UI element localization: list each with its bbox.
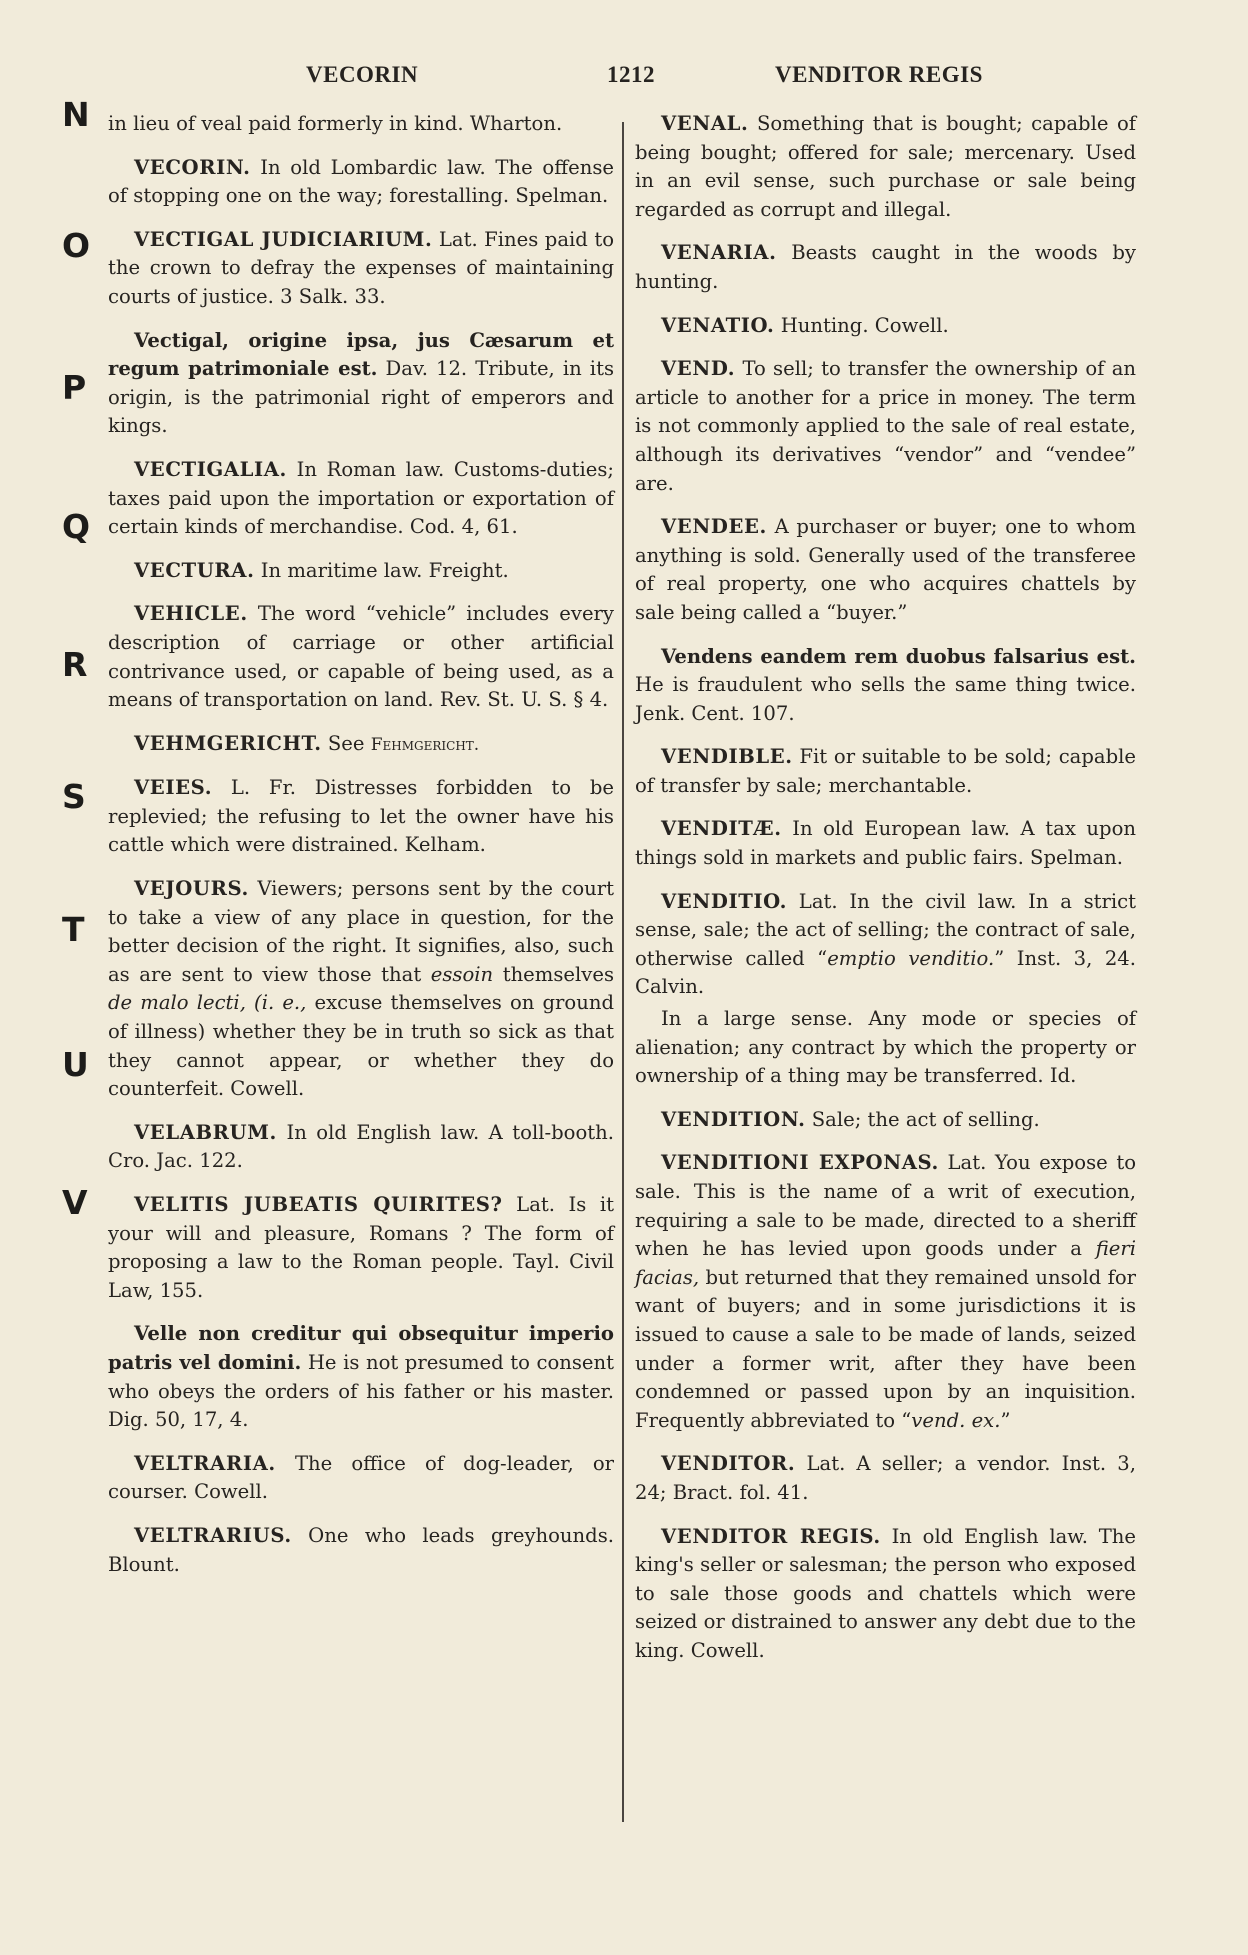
- entry-text: excuse themselves on ground of illness) whether they be in truth so sick as that they cannot appear, or whether they do counterfeit. Cowell.: [108, 991, 614, 1101]
- dictionary-entry: [635, 1106, 1136, 1135]
- headword: VENDITIO.: [661, 889, 788, 913]
- thumb-letter: N: [62, 95, 90, 134]
- headword: VENATIO.: [661, 313, 775, 337]
- entry-text: In old English law. The king's seller or salesman; the person who exposed to sale those goods and chattels which were seized or distrained to answer any debt due to the king. Cowell.: [635, 1524, 1136, 1662]
- dictionary-entry: [635, 743, 1136, 800]
- entry-text: The word “vehicle” includes every description of carriage or other artificial contrivance used, or capable of being used, as a means of transportation on land. Rev. St. U. S. § 4.: [108, 602, 614, 712]
- thumb-letter: S: [62, 777, 86, 816]
- thumb-letter: V: [62, 1183, 88, 1222]
- maxim-entry: [108, 1320, 614, 1434]
- italic-term: de malo lecti, (i. e.,: [108, 991, 307, 1015]
- entry-text: In Roman law. Customs-duties; taxes paid upon the importation or exportation of certain kinds of merchandise. Cod. 4, 61.: [108, 457, 614, 539]
- entry-text: Hunting. Cowell.: [774, 313, 949, 337]
- thumb-letter: R: [62, 645, 88, 684]
- headword: VEHMGERICHT.: [134, 731, 322, 755]
- entry-text: To sell; to transfer the ownership of an article to another for a price in money. The term is not commonly applied to the sale of real estate, although its derivatives “vendor” and “vendee” are.: [635, 357, 1136, 495]
- italic-term: vend. ex.: [911, 1408, 1001, 1432]
- headword: VELTRARIUS.: [134, 1523, 292, 1547]
- maxim: Vectigal, origine ipsa, jus Cæsarum et regum patrimoniale est.: [108, 328, 614, 381]
- headword: VELABRUM.: [134, 1120, 277, 1144]
- entry-text: Beasts caught in the woods by hunting.: [635, 241, 1136, 293]
- dictionary-entry: [108, 1522, 614, 1579]
- maxim: Velle non creditur qui obsequitur imperio patris vel domini.: [108, 1322, 614, 1374]
- entry-text: L. Fr. Distresses forbidden to be replevied; the refusing to let the owner have his cattle which were distrained. Kelham.: [108, 776, 614, 857]
- entry-text: ” Inst. 3, 24. Calvin.: [635, 946, 1136, 999]
- entry-text: Viewers; persons sent by the court to take a view of any place in question, for the better decision of the right. It signifies, also, such as are sent to view those that: [108, 877, 614, 986]
- dictionary-entry: [635, 355, 1136, 498]
- dictionary-entry: [108, 600, 614, 714]
- entry-text: Sale; the act of selling.: [805, 1107, 1040, 1131]
- cross-reference: Fehmgericht.: [370, 734, 480, 755]
- entry-text: Lat. A seller; a vendor. Inst. 3, 24; Bract. fol. 41.: [635, 1452, 1136, 1504]
- entry-text: See: [321, 731, 371, 755]
- entry-text: The office of dog-leader, or courser. Cowell.: [108, 1451, 614, 1504]
- headword: VENDITOR.: [661, 1452, 796, 1476]
- entry-text: In old Lombardic law. The offense of stopping one on the way; forestalling. Spelman.: [108, 155, 614, 208]
- headword: VECORIN.: [134, 155, 251, 179]
- thumb-letter: T: [62, 910, 85, 949]
- headword: VEHICLE.: [134, 602, 248, 626]
- running-header: [0, 58, 1248, 98]
- dictionary-entry: [635, 1149, 1136, 1435]
- entry-text: in lieu of veal paid formerly in kind. Wharton.: [108, 112, 563, 135]
- entry-text: One who leads greyhounds. Blount.: [108, 1523, 614, 1576]
- header-first-entry: VECORIN: [306, 62, 419, 87]
- entry-text: ”: [1000, 1408, 1011, 1432]
- dictionary-entry: [108, 154, 614, 211]
- dictionary-entry: [108, 1119, 614, 1176]
- headword: VEIES.: [134, 776, 213, 800]
- headword: VENDITÆ.: [661, 817, 782, 841]
- dictionary-entry: [108, 557, 614, 586]
- dictionary-entry: [635, 888, 1136, 1002]
- maxim: Vendens eandem rem duobus falsarius est.: [661, 644, 1136, 668]
- thumb-letter: O: [62, 226, 91, 265]
- headword: VELTRARIA.: [134, 1451, 276, 1475]
- right-column: [635, 110, 1136, 1681]
- headword: VENDITIONI EXPONAS.: [661, 1151, 939, 1175]
- headword: VENDEE.: [661, 515, 767, 539]
- thumb-letter: Q: [62, 507, 91, 546]
- maxim-entry: [635, 643, 1136, 729]
- entry-text: He is not presumed to consent who obeys the orders of his father or his master. Dig. 50, 17, 4.: [108, 1350, 615, 1432]
- dictionary-entry: [108, 1191, 614, 1305]
- entry-text: In old European law. A tax upon things sold in markets and public fairs. Spelman.: [635, 817, 1136, 870]
- headword: VENDITION.: [661, 1107, 806, 1131]
- italic-term: emptio venditio.: [827, 946, 995, 970]
- thumb-letter: U: [62, 1045, 89, 1084]
- headword: VEJOURS.: [134, 877, 249, 901]
- maxim-entry: [108, 327, 614, 441]
- headword: VELITIS JUBEATIS QUIRITES?: [134, 1193, 503, 1216]
- entry-text: but returned that they remained unsold for want of buyers; and in some jurisdictions it is issued to cause a sale to be made of lands, seized under a former writ, after they have been condemned or passed upon by an inquisition. Frequently abbreviated to “: [635, 1265, 1136, 1432]
- entry-text: Dav. 12. Tribute, in its origin, is the patrimonial right of emperors and kings.: [108, 357, 614, 438]
- italic-term: essoin: [430, 962, 494, 986]
- left-column: [108, 110, 614, 1594]
- italic-term: fieri facias,: [635, 1237, 1136, 1289]
- dictionary-entry: [108, 730, 614, 760]
- dictionary-entry: [635, 110, 1136, 224]
- entry-text: Lat. You expose to sale. This is the name of a writ of execution, requiring a sale to be made, directed to a sheriff when he has levied upon goods under a: [635, 1151, 1136, 1261]
- entry-text: In old English law. A toll-booth. Cro. Jac. 122.: [108, 1120, 614, 1173]
- page-number: 1212: [607, 62, 655, 87]
- dictionary-entry: [108, 226, 614, 312]
- headword: VEND.: [661, 357, 736, 381]
- column-divider: [622, 122, 624, 1822]
- entry-subparagraph: [635, 1005, 1136, 1091]
- dictionary-entry: [635, 513, 1136, 627]
- entry-text: Fit or suitable to be sold; capable of transfer by sale; merchantable.: [635, 745, 1136, 797]
- headword: VENAL.: [661, 112, 749, 135]
- entry-text: themselves: [493, 962, 614, 986]
- entry-text: In a large sense. Any mode or species of alienation; any contract by which the property or ownership of a thing may be transferred. Id.: [635, 1007, 1136, 1088]
- entry-text: Lat. Fines paid to the crown to defray the expenses of maintaining courts of justice. 3 Salk. 33.: [108, 227, 615, 308]
- dictionary-entry: [108, 774, 614, 860]
- headword: VECTIGALIA.: [134, 457, 287, 481]
- headword: VENARIA.: [661, 241, 777, 265]
- header-last-entry: VENDITOR REGIS: [775, 62, 983, 87]
- headword: VECTIGAL JUDICIARIUM.: [134, 227, 433, 251]
- entry-text: Lat. In the civil law. In a strict sense, sale; the act of selling; the contract of sale, otherwise called “: [635, 889, 1136, 970]
- dictionary-entry: [635, 815, 1136, 872]
- dictionary-entry: [635, 312, 1136, 341]
- entry-text: Lat. Is it your will and pleasure, Romans ? The form of proposing a law to the Roman people. Tayl. Civil Law, 155.: [108, 1193, 614, 1302]
- headword: VENDIBLE.: [661, 745, 793, 769]
- dictionary-entry: [108, 110, 614, 139]
- entry-text: He is fraudulent who sells the same thing twice. Jenk. Cent. 107.: [635, 673, 1136, 725]
- dictionary-entry: [108, 1450, 614, 1507]
- dictionary-entry: [635, 1450, 1136, 1507]
- headword: VENDITOR REGIS.: [661, 1524, 881, 1548]
- dictionary-entry: [108, 456, 614, 542]
- dictionary-entry: [635, 1523, 1136, 1666]
- thumb-letter: P: [62, 368, 87, 407]
- entry-text: In maritime law. Freight.: [254, 558, 509, 582]
- entry-text: Something that is bought; capable of being bought; offered for sale; mercenary. Used in an evil sense, such purchase or sale being regarded as corrupt and illegal.: [635, 112, 1136, 221]
- entry-text: A purchaser or buyer; one to whom anything is sold. Generally used of the transferee of real property, one who acquires chattels by sale being called a “buyer.”: [635, 515, 1136, 624]
- dictionary-entry: [635, 239, 1136, 296]
- dictionary-entry: [108, 875, 614, 1104]
- headword: VECTURA.: [134, 558, 255, 582]
